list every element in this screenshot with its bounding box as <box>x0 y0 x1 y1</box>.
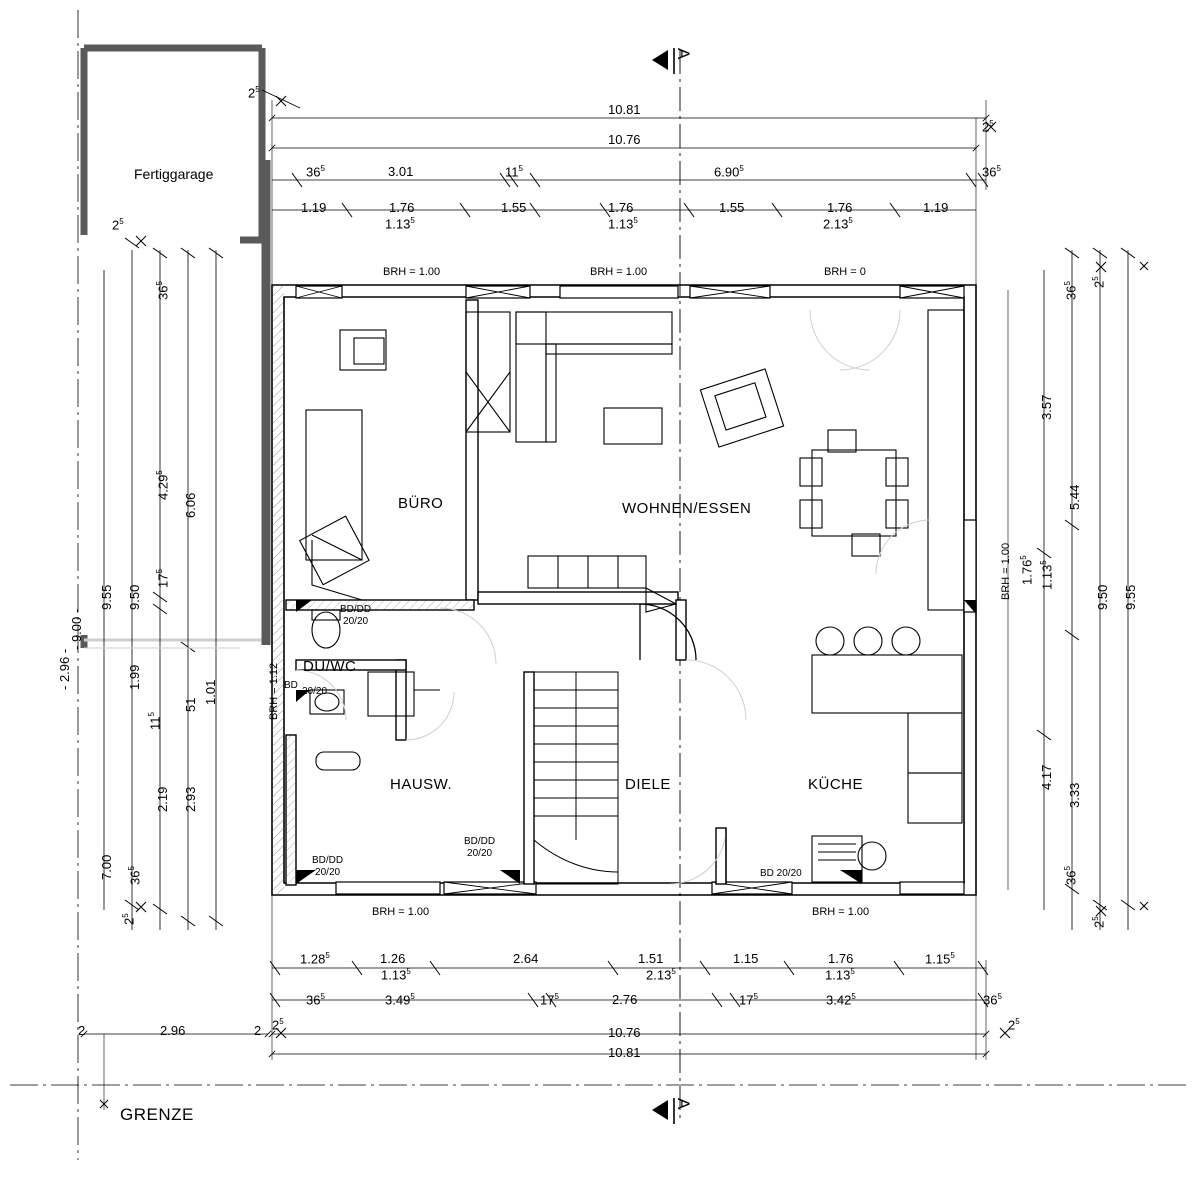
dim-left-955: 9.55 <box>99 584 114 610</box>
garage-label: Fertiggarage <box>134 166 214 182</box>
dim-bot-g-val: 1.15 <box>925 951 951 967</box>
dim-top-overall-1: 10.81 <box>608 102 641 117</box>
dim-bot-h: 1.13$^5$ <box>381 967 411 983</box>
dim-bot-overall-1: 10.76 <box>608 1025 641 1040</box>
dim-left-2-val: 2 <box>121 917 137 925</box>
dim-right-113-val: 1.13 <box>1039 564 1055 590</box>
dim-bot-left-296: 2.96 <box>160 1023 186 1038</box>
door-tag-5-line1: BD 20/20 <box>760 868 802 879</box>
dim-right-113: 1.13$^5$ <box>1039 560 1055 590</box>
dim-top-a: $36^5$ <box>306 164 325 180</box>
dim-left-429: 4.29$^5$ <box>155 470 171 500</box>
dim-right-176-val: 1.76 <box>1019 559 1035 585</box>
dim-top-h: 1.55 <box>501 200 527 215</box>
dim-bot-k: $36^5$ <box>306 992 325 1008</box>
room-label-du-wc: DU/WC <box>303 658 357 675</box>
corner-mark-left-upper: $2^5$ <box>112 217 124 233</box>
boundary-label: GRENZE <box>120 1105 194 1124</box>
dim-right-950: 9.50 <box>1095 584 1110 610</box>
dim-left-293: 2.93 <box>183 786 198 812</box>
dim-left-606: 6.06 <box>183 492 198 518</box>
dim-top-o-val: 2.13 <box>823 216 849 232</box>
dim-bot-p-val: 3.42 <box>826 992 852 1008</box>
dim-bot-m-val: 17 <box>540 992 555 1008</box>
door-tag-2-line2: 20/20 <box>302 686 328 697</box>
dim-right-36b-val: 36 <box>1063 870 1079 885</box>
dim-bot-n: 2.76 <box>612 992 638 1007</box>
dim-left-2: $2^5$ <box>121 913 137 925</box>
corner-mark-left-upper-val: 2 <box>112 217 120 233</box>
dim-bot-i: 2.13$^5$ <box>646 967 676 983</box>
corner-mark-bot-right: $2^5$ <box>1008 1017 1020 1033</box>
room-label-kueche: KÜCHE <box>808 776 864 793</box>
dim-right-357: 3.57 <box>1039 394 1054 420</box>
dim-bot-p: 3.42$^5$ <box>826 992 856 1008</box>
dim-top-j: 1.55 <box>719 200 745 215</box>
door-tag-3 <box>312 855 343 878</box>
dim-bot-c: 2.64 <box>513 951 539 966</box>
sill-note-2: BRH = 1.00 <box>590 266 648 278</box>
dim-left-101: 1.01 <box>203 679 218 705</box>
dim-bot-f: 1.76 <box>828 951 854 966</box>
dim-bot-q-val: 36 <box>983 992 998 1008</box>
dim-bot-o-val: 17 <box>739 992 754 1008</box>
door-tag-2 <box>284 680 298 692</box>
sill-note-5: BRH = 1.00 <box>812 906 870 918</box>
dim-bot-l: 3.49$^5$ <box>385 992 415 1008</box>
dim-left-36b: $36^5$ <box>155 281 171 300</box>
door-tag-2-line1: BD <box>284 680 298 691</box>
door-tag-1-line1: BD/DD <box>340 604 372 615</box>
dim-top-c: $11^5$ <box>505 164 523 180</box>
room-label-diele: DIELE <box>625 776 671 793</box>
dim-left-36: $36^5$ <box>127 866 143 885</box>
dim-top-b: 3.01 <box>388 164 414 179</box>
dim-bot-h-val: 1.13 <box>381 967 407 983</box>
corner-mark-top-right-val: 2 <box>982 119 990 135</box>
section-mark-bottom: A <box>674 1098 693 1110</box>
dim-top-i: 1.76 <box>608 200 634 215</box>
sill-note-3: BRH = 0 <box>824 266 866 278</box>
door-tag-1 <box>340 604 371 627</box>
dim-top-l: 1.19 <box>923 200 949 215</box>
dim-top-a-val: 36 <box>306 164 321 180</box>
dim-top-n-val: 1.13 <box>608 216 634 232</box>
dim-left-900: - 9.00 - <box>69 608 84 650</box>
door-tag-5 <box>760 868 802 880</box>
dim-bot-q: $36^5$ <box>983 992 1002 1008</box>
dim-top-e: $36^5$ <box>982 164 1001 180</box>
dim-right-36: $36^5$ <box>1063 281 1079 300</box>
dim-left-51: 51 <box>183 697 198 712</box>
dim-right-955: 9.55 <box>1123 584 1138 610</box>
dim-top-m: 1.13$^5$ <box>385 216 415 232</box>
dim-top-o: 2.13$^5$ <box>823 216 853 232</box>
dim-top-e-val: 36 <box>982 164 997 180</box>
door-tag-4-line1: BD/DD <box>464 836 496 847</box>
door-tag-3-line1: BD/DD <box>312 855 344 866</box>
room-label-hauswirtschaft: HAUSW. <box>390 776 453 793</box>
corner-mark-top-left: $2^5$ <box>248 85 260 101</box>
dim-bot-e: 1.15 <box>733 951 759 966</box>
dim-left-17-val: 17 <box>155 573 171 588</box>
dim-right-544: 5.44 <box>1067 484 1082 510</box>
dim-bot-left-2c-val: 2 <box>272 1017 280 1033</box>
dim-right-2: $2^5$ <box>1091 276 1107 288</box>
room-label-wohnen-essen: WOHNEN/ESSEN <box>622 500 752 517</box>
dim-bot-a: 1.28$^5$ <box>300 951 330 967</box>
door-tag-4 <box>464 836 495 859</box>
dim-right-2-val: 2 <box>1091 280 1107 288</box>
dim-left-429-val: 4.29 <box>155 474 171 500</box>
room-label-buero: BÜRO <box>398 495 444 512</box>
dim-bot-j: 1.13$^5$ <box>825 967 855 983</box>
dim-right-333: 3.33 <box>1067 782 1082 808</box>
sill-note-4: BRH = 1.00 <box>372 906 430 918</box>
dim-top-k: 1.76 <box>827 200 853 215</box>
dim-top-n: 1.13$^5$ <box>608 216 638 232</box>
dim-bot-overall-2: 10.81 <box>608 1045 641 1060</box>
dim-top-f: 1.19 <box>301 200 327 215</box>
dim-right-176: 1.76$^5$ <box>1019 555 1035 585</box>
dim-top-d-val: 6.90 <box>714 164 740 180</box>
door-tag-2b <box>302 686 327 698</box>
dim-right-36b: $36^5$ <box>1063 866 1079 885</box>
dim-top-overall-2: 10.76 <box>608 132 641 147</box>
sill-note-7: BRH = 1.12 <box>268 662 280 720</box>
dim-top-d: 6.90$^5$ <box>714 164 744 180</box>
dim-left-296: - 2.96 - <box>57 648 72 690</box>
corner-mark-top-left-val: 2 <box>248 85 256 101</box>
dim-bot-i-val: 2.13 <box>646 967 672 983</box>
dim-bot-a-val: 1.28 <box>300 951 326 967</box>
dim-left-11-val: 11 <box>147 716 163 730</box>
dim-bot-l-val: 3.49 <box>385 992 411 1008</box>
dim-left-36-val: 36 <box>127 870 143 885</box>
corner-mark-top-right: $2^5$ <box>982 119 994 135</box>
dim-right-36-val: 36 <box>1063 285 1079 300</box>
dim-bot-b: 1.26 <box>380 951 406 966</box>
dim-left-36b-val: 36 <box>155 285 171 300</box>
dim-bot-g: 1.15$^5$ <box>925 951 955 967</box>
door-tag-4-line2: 20/20 <box>467 847 493 859</box>
dim-top-g: 1.76 <box>389 200 415 215</box>
dim-right-417: 4.17 <box>1039 764 1054 790</box>
dim-bot-k-val: 36 <box>306 992 321 1008</box>
dim-right-2b-val: 2 <box>1091 920 1107 928</box>
dim-bot-m: $17^5$ <box>540 992 559 1008</box>
sill-note-6: BRH = 1.00 <box>1000 542 1012 600</box>
dim-bot-d: 1.51 <box>638 951 664 966</box>
dim-left-199: 1.99 <box>127 664 142 690</box>
dim-bot-j-val: 1.13 <box>825 967 851 983</box>
dim-bot-left-2b: 2 <box>254 1023 262 1038</box>
section-mark-top: A <box>674 48 693 60</box>
sill-note-1: BRH = 1.00 <box>383 266 441 278</box>
dim-bot-left-2: 2 <box>78 1023 86 1038</box>
dim-left-11: $11^5$ <box>147 712 163 730</box>
dim-left-950: 9.50 <box>127 584 142 610</box>
dim-bot-o: $17^5$ <box>739 992 758 1008</box>
dim-left-700: 7.00 <box>99 854 114 880</box>
door-tag-3-line2: 20/20 <box>315 866 341 878</box>
corner-mark-bot-right-val: 2 <box>1008 1017 1016 1033</box>
dim-right-2b: $2^5$ <box>1091 916 1107 928</box>
dim-top-m-val: 1.13 <box>385 216 411 232</box>
dim-left-219: 2.19 <box>155 786 170 812</box>
dim-left-17: $17^5$ <box>155 569 171 588</box>
door-tag-1-line2: 20/20 <box>343 615 369 627</box>
dim-bot-left-2c: $2^5$ <box>272 1017 284 1033</box>
dim-top-c-val: 11 <box>505 164 519 180</box>
